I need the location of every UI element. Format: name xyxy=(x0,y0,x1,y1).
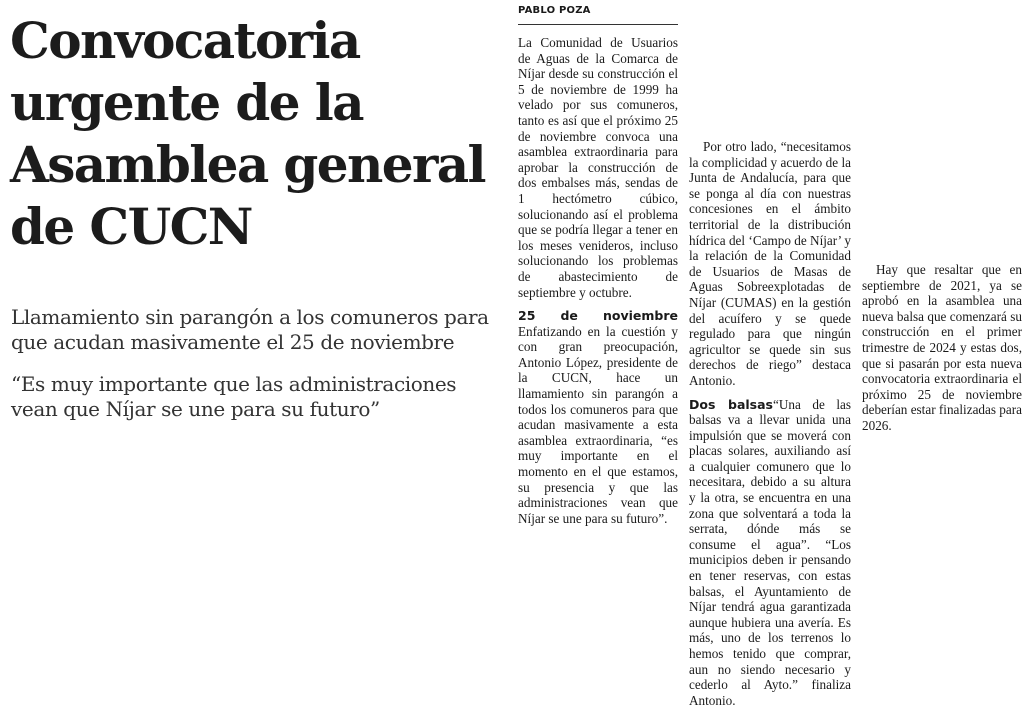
paragraph-3-text: Por otro lado, “necesitamos la complicidad y acuerdo de la Junta de Andalucía, para que se ponga al día con nuestras concesiones en el ámbito territorial de la distribución hídrica del ‘Campo de Níjar’ y la relación de la Comunidad de Usuarios de Masas de Aguas Sobreexplotadas de Níjar (CUMAS) en la gestión del acuífero y se quede regulado para que ningún agricultor se quede sin sus derechos de riego” destaca Antonio. xyxy=(689,139,851,388)
pull-quote: “Es muy importante que las administraciones vean que Níjar se une para su futuro” xyxy=(11,372,506,422)
article-paragraph-2 xyxy=(518,308,678,526)
paragraph-2-text: Enfatizando en la cuestión y con gran preocupación, Antonio López, presidente de la CUCN, hace un llamamiento sin parangón a todos los comuneros para que acudan masivamente a esta asamblea extraordinaria, “es muy importante en el momento en el que estamos, su presencia y que las administraciones vean que Níjar se une para su futuro”. xyxy=(518,324,678,526)
paragraph-1-text: La Comunidad de Usuarios de Aguas de la Comarca de Níjar desde su construcción el 5 de noviembre de 1999 ha velado por sus comuneros, tanto es así que el próximo 25 de noviembre convoca una asamblea extraordinaria para aprobar la construcción de dos embalses más, sendas de 1 hectómetro cúbico, solucionando así el problema que se podría llegar a tener en los meses venideros, incluso solucionando los problemas de abastecimiento de septiembre y octubre. xyxy=(518,35,678,300)
article-paragraph-1 xyxy=(518,35,678,300)
lead-in-25-noviembre: 25 de noviembre xyxy=(518,308,678,323)
paragraph-5-text: Hay que resaltar que en septiembre de 2021, ya se aprobó en la asamblea una nueva balsa que comenzará su construcción en el primer trimestre de 2024 y estas dos, que si pasarán por esta nueva convocatoria extraordinaria el próximo 25 de noviembre deberían estar finalizadas para 2026. xyxy=(862,262,1022,433)
headline-panel xyxy=(0,0,508,427)
paragraph-4-text: “Una de las balsas va a llevar unida una impulsión que se moverá con placas solares, auxiliando así a cualquier comunero que lo necesitara, debido a su altura y la otra, se encuentra en una zona que solventará a toda la serrata, dónde más se consume el agua”. “Los municipios deben ir pensando en tener reservas, con estas balsas, el Ayuntamiento de Níjar tendrá agua garantizada aunque hubiera una avería. Es más, uno de los terrenos lo hemos tenido que comprar, aun no siendo necesario y cederlo al Ayto.” finaliza Antonio. xyxy=(689,397,851,708)
article-column-1 xyxy=(518,4,678,526)
byline: PABLO POZA xyxy=(518,4,678,18)
article-paragraph-3 xyxy=(689,139,851,389)
lead-in-dos-balsas: Dos balsas xyxy=(689,397,773,412)
article-column-2 xyxy=(689,6,851,708)
article-paragraph-4 xyxy=(689,397,851,708)
headline: Convocatoria urgente de la Asamblea general de CUCN xyxy=(10,10,505,258)
article-column-3 xyxy=(862,6,1022,434)
byline-rule xyxy=(518,24,678,25)
subheadline: Llamamiento sin parangón a los comuneros para que acudan masivamente el 25 de noviembre xyxy=(11,305,506,355)
article-paragraph-5 xyxy=(862,262,1022,434)
